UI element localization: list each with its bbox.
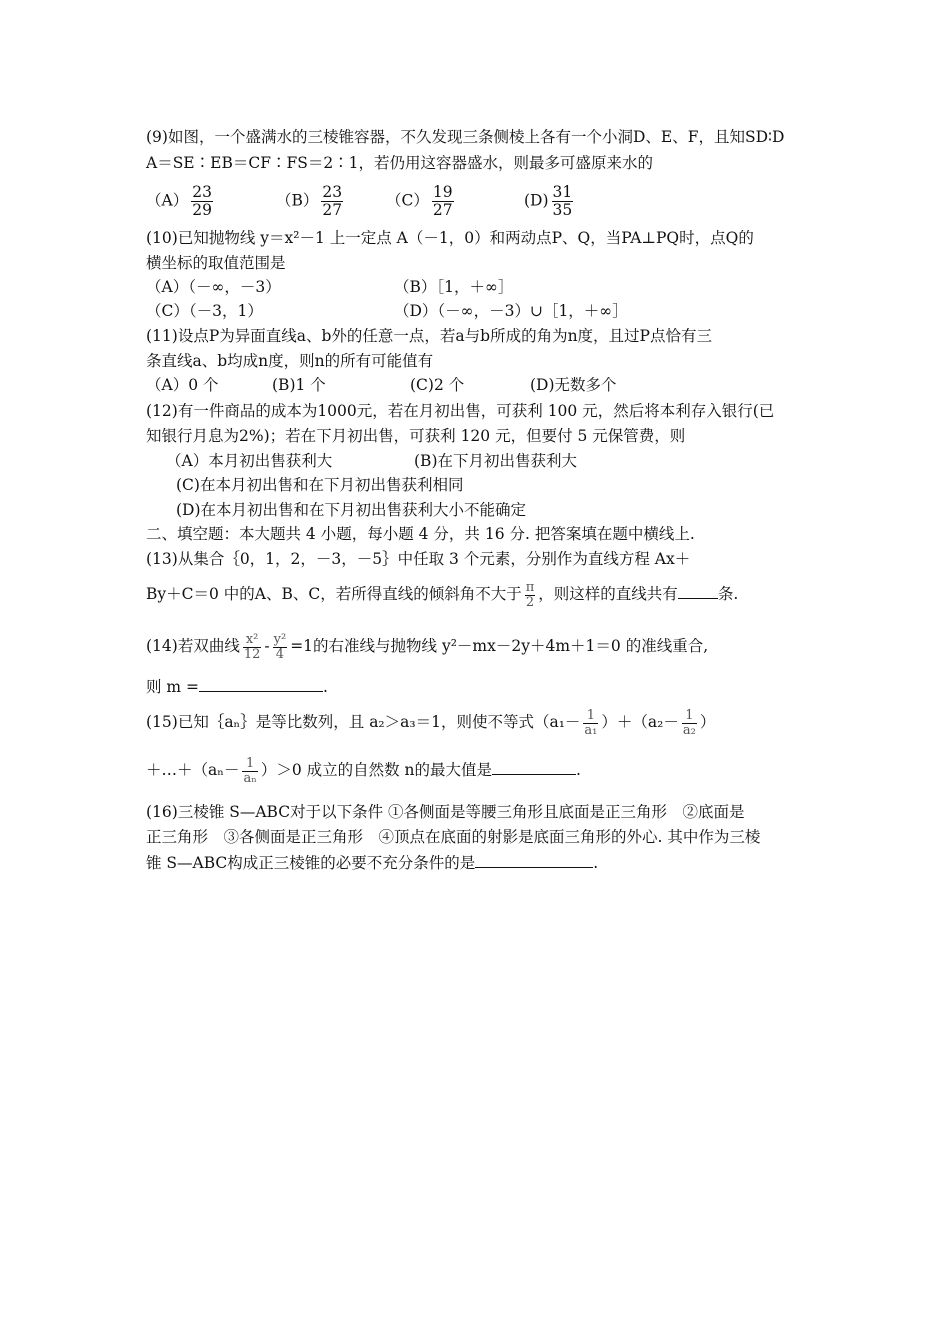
denominator: 12 (243, 646, 261, 662)
q14-text: 则 m = (146, 678, 200, 696)
fraction (191, 184, 213, 219)
q15-line1 (146, 700, 715, 744)
numerator: 1 (583, 709, 598, 724)
q10-option-b: （B）［1，＋∞］ (394, 278, 514, 296)
section-heading: 二、填空题：本大题共 4 小题，每小题 4 分，共 16 分. 把答案填在题中横线上. (146, 525, 695, 543)
answer-blank[interactable] (199, 676, 323, 692)
denominator: 2 (525, 594, 535, 610)
q15-line2 (146, 748, 581, 792)
q12-line1: (12)有一件商品的成本为1000元，若在月初出售，可获利 100 元，然后将本利存入银行(已 (146, 402, 775, 420)
q13-line2 (146, 576, 738, 612)
q9-line1: (9)如图，一个盛满水的三棱锥容器，不久发现三条侧棱上各有一个小洞D、E、F，且知SD∶D (146, 128, 785, 146)
answer-blank[interactable] (678, 583, 718, 599)
q16-line3 (146, 852, 598, 873)
option-label: （B） (276, 191, 319, 210)
one-over-a2 (682, 709, 697, 738)
fraction (321, 184, 343, 219)
q15-close-paren: ） (699, 713, 716, 731)
fraction (432, 184, 454, 219)
numerator: π (525, 579, 535, 595)
q16-line1: (16)三棱锥 S—ABC对于以下条件 ①各侧面是等腰三角形且底面是正三角形 ②底面是 (146, 803, 745, 821)
q13-text-a: By＋C＝0 中的A、B、C，若所得直线的倾斜角不大于 (146, 585, 522, 603)
q11-option-d: (D)无数多个 (530, 376, 617, 394)
q10-option-c: （C）（－3，1） (146, 302, 263, 320)
denominator: a₂ (682, 722, 696, 738)
q16-line2: 正三角形 ③各侧面是正三角形 ④顶点在底面的射影是底面三角形的外心. 其中作为三棱 (146, 828, 761, 846)
q10-option-d: （D）（－∞，－3）∪［1，＋∞］ (394, 302, 628, 320)
q14-line2 (146, 676, 328, 697)
numerator: 19 (432, 183, 453, 201)
pi-over-2-fraction (525, 581, 536, 610)
q12-line2: 知银行月息为2%)；若在下月初出售，可获利 120 元，但要付 5 元保管费，则 (146, 427, 686, 445)
answer-blank[interactable] (492, 759, 576, 775)
period: . (576, 761, 581, 779)
q9-option-b (276, 184, 346, 219)
one-over-an (242, 757, 257, 786)
denominator: 27 (432, 201, 453, 219)
q12-option-b: (B)在下月初出售获利大 (414, 452, 577, 470)
q15-text-c: ＋…＋（aₙ－ (146, 761, 240, 779)
period: . (593, 854, 599, 872)
numerator: x² (243, 633, 262, 648)
numerator: y² (273, 631, 287, 647)
denominator: aₙ (243, 770, 257, 786)
q15-text-a: (15)已知｛aₙ｝是等比数列，且 a₂＞a₃＝1，则使不等式（a₁－ (146, 713, 581, 731)
numerator: 31 (552, 183, 573, 201)
q13-line1: (13)从集合｛0，1，2，－3，－5｝中任取 3 个元素，分别作为直线方程 Ax＋ (146, 550, 691, 568)
q11-option-b: (B)1 个 (272, 376, 326, 394)
denominator: 35 (552, 201, 573, 219)
q13-text-b: ，则这样的直线共有 (538, 585, 678, 603)
q10-option-a: （A）（－∞，－3） (146, 278, 281, 296)
q11-line1: (11)设点P为异面直线a、b外的任意一点，若a与b所成的角为n度，且过P点恰有三 (146, 327, 712, 345)
denominator: 27 (322, 201, 343, 219)
q11-option-a: （A）0 个 (146, 376, 219, 394)
q12-option-c: (C)在本月初出售和在下月初出售获利相同 (176, 476, 464, 494)
y-squared-over-4 (273, 633, 288, 662)
q9-option-d (524, 184, 576, 219)
one-over-a1 (583, 709, 598, 738)
q11-line2: 条直线a、b均成n度，则n的所有可能值有 (146, 352, 434, 370)
q15-text-d: ）＞0 成立的自然数 n的最大值是 (260, 761, 493, 779)
denominator: 29 (192, 201, 212, 219)
option-label: （A） (146, 191, 189, 210)
q15-text-mid: ）＋（a₂－ (601, 713, 679, 731)
numerator: 23 (192, 183, 212, 201)
q9-option-c (386, 184, 457, 219)
numerator: 1 (682, 709, 697, 724)
q12-option-d: (D)在本月初出售和在下月初出售获利大小不能确定 (176, 501, 527, 519)
x-squared-over-12 (243, 633, 262, 662)
q14-suffix: =1的右准线与抛物线 y²－mx－2y＋4m＋1＝0 的准线重合, (290, 637, 709, 655)
q14-prefix: (14)若双曲线 (146, 637, 240, 655)
option-label: (D) (524, 191, 549, 210)
q9-option-a (146, 184, 216, 219)
numerator: 23 (322, 183, 343, 201)
minus-sign: - (264, 637, 270, 655)
q10-line1: (10)已知抛物线 y＝x²－1 上一定点 A（－1，0）和两动点P、Q，当PA⊥PQ时，点Q的 (146, 229, 754, 247)
q16-text: 锥 S—ABC构成正三棱锥的必要不充分条件的是 (146, 854, 476, 872)
q14-line1 (146, 626, 708, 666)
q10-line2: 横坐标的取值范围是 (146, 254, 286, 272)
q11-option-c: (C)2 个 (410, 376, 465, 394)
numerator: 1 (242, 757, 257, 772)
fraction (552, 184, 574, 219)
option-label: （C） (386, 191, 429, 210)
q9-line2: A＝SE∶EB＝CF∶FS＝2∶1，若仍用这容器盛水，则最多可盛原来水的 (146, 154, 654, 172)
period: . (323, 678, 328, 696)
denominator: a₁ (584, 722, 598, 738)
denominator: 4 (275, 646, 285, 662)
q13-text-c: 条. (717, 585, 739, 603)
q12-option-a: （A）本月初出售获利大 (166, 452, 333, 470)
answer-blank[interactable] (475, 852, 593, 868)
